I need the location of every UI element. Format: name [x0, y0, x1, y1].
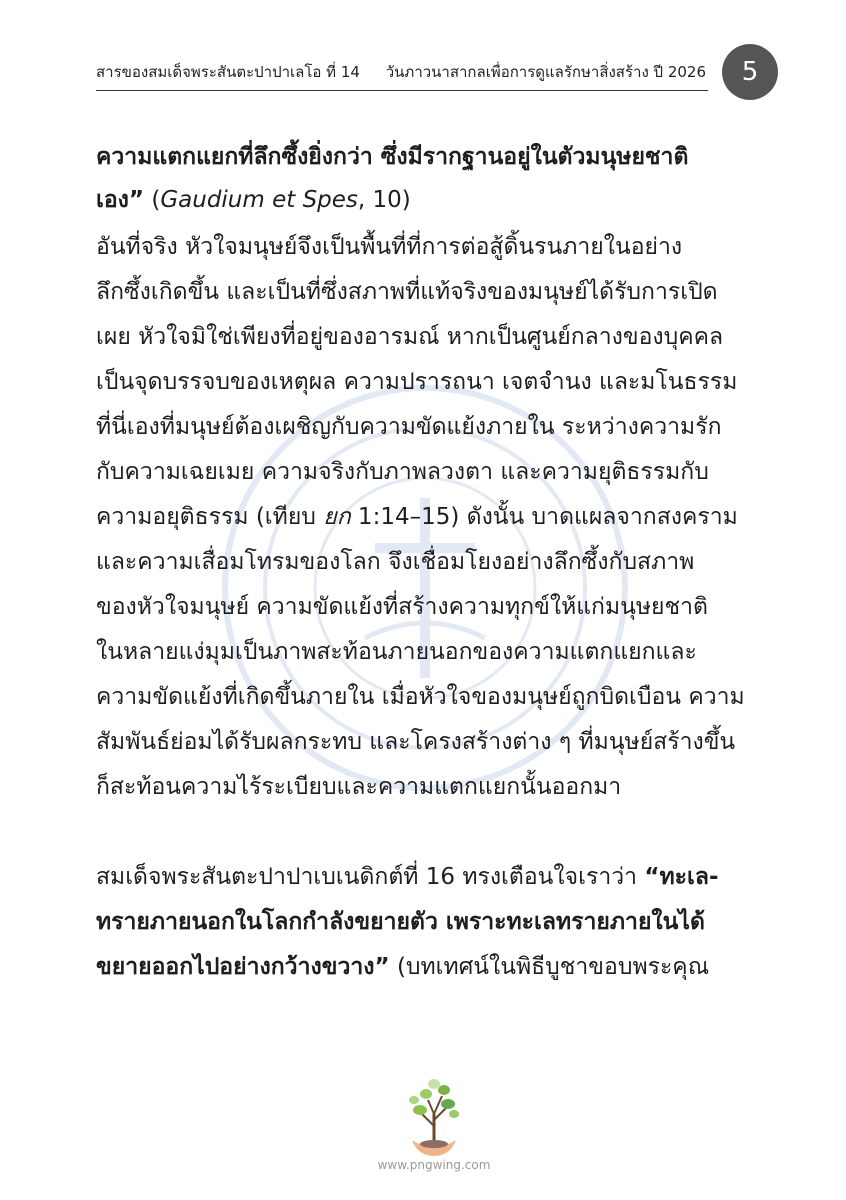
paragraph2-line7-b: 1:14–15) ดังนั้น บาดแผลจากสงคราม: [350, 504, 738, 530]
scripture-book: ยก: [323, 504, 351, 530]
paragraph2-line2: ลึกซึ้งเกิดขึ้น และเป็นที่ซึ่งสภาพที่แท้จริงของมนุษย์ได้รับการเปิด: [96, 279, 718, 305]
citation-open: (: [144, 187, 161, 213]
paragraph2-line8: และความเสื่อมโทรมของโลก จึงเชื่อมโยงอย่างลึกซึ้งกับสภาพ: [96, 549, 695, 575]
tree-in-hands-icon: [398, 1074, 470, 1162]
running-header: [96, 56, 708, 91]
paragraph2-line1: อันที่จริง หัวใจมนุษย์จึงเป็นพื้นที่ที่การต่อสู้ดิ้นรนภายในอย่าง: [96, 234, 683, 260]
paragraph2-line5: ที่นี่เองที่มนุษย์ต้องเผชิญกับความขัดแย้งภายใน ระหว่างความรัก: [96, 414, 722, 440]
logo-caption: www.pngwing.com: [377, 1158, 491, 1172]
paragraph3-line1-a: สมเด็จพระสันตะปาปาเบเนดิกต์ที่ 16 ทรงเตือนใจเราว่า: [96, 864, 645, 890]
citation-title: Gaudium et Spes: [160, 187, 358, 213]
header-right-title: วันภาวนาสากลเพื่อการดูแลรักษาสิ่งสร้าง ปี 2026: [385, 63, 706, 81]
paragraph2-line9: ของหัวใจมนุษย์ ความขัดแย้งที่สร้างความทุกข์ให้แก่มนุษยชาติ: [96, 594, 708, 620]
paragraph3-line3-rest: (บทเทศน์ในพิธีบูชาขอบพระคุณ: [389, 954, 710, 980]
paragraph2-line12: สัมพันธ์ย่อมได้รับผลกระทบ และโครงสร้างต่าง ๆ ที่มนุษย์สร้างขึ้น: [96, 729, 736, 755]
paragraph2-line4: เป็นจุดบรรจบของเหตุผล ความปรารถนา เจตจำนง และมโนธรรม: [96, 369, 738, 395]
paragraph2-line3: เผย หัวใจมิใช่เพียงที่อยู่ของอารมณ์ หากเป็นศูนย์กลางของบุคคล: [96, 324, 724, 350]
paragraph2-line6: กับความเฉยเมย ความจริงกับภาพลวงตา และความยุติธรรมกับ: [96, 459, 709, 485]
header-left-title: สารของสมเด็จพระสันตะปาปาเลโอ ที่ 14: [96, 63, 360, 81]
closing-quote-text: เอง”: [96, 187, 145, 213]
paragraph2-line13: ก็สะท้อนความไร้ระเบียบและความแตกแยกนั้นออกมา: [96, 774, 622, 800]
paragraph2-line10: ในหลายแง่มุมเป็นภาพสะท้อนภายนอกของความแตกแยกและ: [96, 639, 697, 665]
paragraph3-line3: [96, 950, 709, 984]
citation-rest: , 10): [357, 187, 411, 213]
paragraph2-line7-a: ความอยุติธรรม (เทียบ: [96, 504, 324, 530]
quote-end: ขยายออกไปอย่างกว้างขวาง”: [96, 954, 390, 980]
paragraph1-line2: [96, 183, 411, 217]
quote-start: “ทะเล-: [644, 864, 719, 890]
paragraph2-line11: ความขัดแย้งที่เกิดขึ้นภายใน เมื่อหัวใจของมนุษย์ถูกบิดเบือน ความ: [96, 684, 745, 710]
paragraph3-line1: [96, 860, 719, 894]
paragraph3-line2: ทรายภายนอกในโลกกำลังขยายตัว เพราะทะเลทรายภายในได้: [96, 909, 705, 935]
paragraph1-line1: ความแตกแยกที่ลึกซึ้งยิ่งกว่า ซึ่งมีรากฐานอยู่ในตัวมนุษยชาติ: [96, 144, 689, 170]
paragraph2-line7: [96, 500, 738, 534]
page-number-badge: 5: [722, 44, 778, 100]
